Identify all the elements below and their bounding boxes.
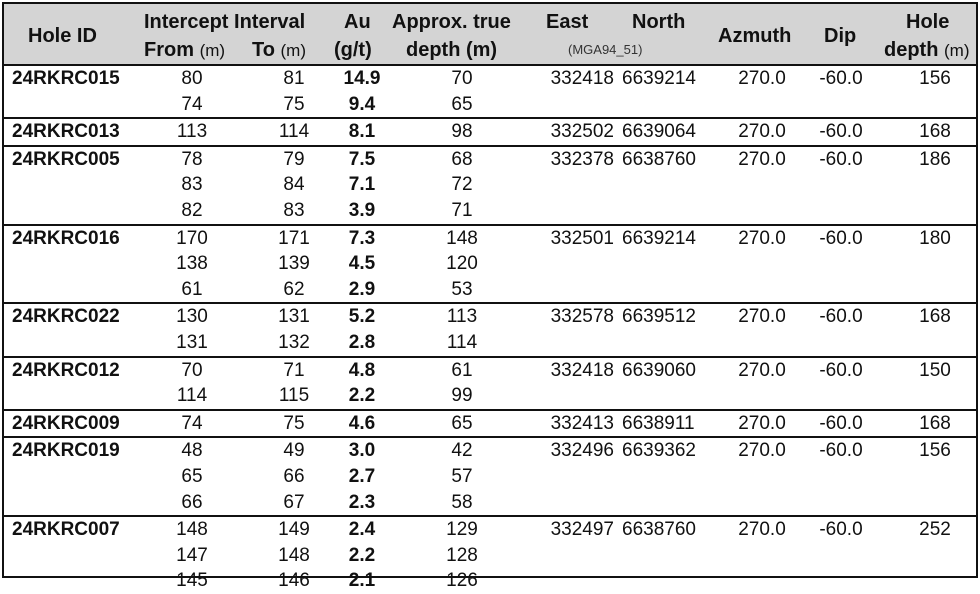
au-grade-cell: 4.5: [348, 253, 376, 275]
hole-id-cell: 24RKRC015: [12, 68, 120, 89]
east-cell: 332501: [550, 227, 614, 249]
header-intercept-interval: Intercept Interval: [144, 11, 306, 33]
hole-depth-cell: 186: [919, 148, 951, 170]
table-row: [4, 251, 976, 277]
au-grade-cell: 2.2: [348, 544, 376, 566]
east-cell: 332418: [550, 359, 614, 381]
table-row: [4, 330, 976, 356]
table-row: [4, 358, 976, 384]
table-row: [4, 304, 976, 330]
true-depth-cell: 58: [451, 491, 473, 513]
au-grade-cell: 5.2: [348, 306, 376, 328]
east-cell: 332497: [550, 519, 614, 541]
true-depth-cell: 114: [446, 331, 478, 353]
au-grade-cell: 14.9: [343, 68, 381, 89]
au-grade-cell: 2.7: [348, 465, 376, 487]
table-row: [4, 172, 976, 198]
true-depth-cell: 129: [446, 519, 478, 541]
header-grid-ref: (MGA94_51): [568, 42, 643, 57]
to-cell: 75: [283, 93, 305, 115]
header-hole-depth: depth (m): [884, 39, 970, 61]
hole-group: [4, 304, 976, 357]
hole-group: [4, 147, 976, 226]
table-row: [4, 568, 976, 594]
true-depth-cell: 71: [451, 199, 473, 221]
header-to: To (m): [252, 39, 306, 61]
au-grade-cell: 2.4: [348, 519, 376, 541]
dip-cell: -60.0: [819, 148, 863, 170]
dip-cell: -60.0: [819, 519, 863, 541]
table-row: [4, 92, 976, 118]
to-cell: 83: [283, 199, 305, 221]
hole-group: [4, 66, 976, 119]
north-cell: 6638911: [622, 412, 695, 434]
au-grade-cell: 7.1: [348, 174, 376, 196]
from-cell: 82: [181, 199, 203, 221]
au-grade-cell: 4.8: [348, 359, 376, 381]
table-row: [4, 490, 976, 516]
hole-group: [4, 438, 976, 517]
table-row: [4, 198, 976, 224]
true-depth-cell: 70: [451, 68, 473, 89]
header-north: North: [632, 11, 686, 33]
from-cell: 65: [181, 465, 203, 487]
to-cell: 81: [283, 68, 305, 89]
header-from: From (m): [144, 39, 226, 61]
hole-depth-cell: 156: [919, 68, 951, 89]
dip-cell: -60.0: [819, 412, 863, 434]
table-row: [4, 66, 976, 92]
north-cell: 6639512: [622, 306, 696, 328]
north-cell: 6638760: [622, 148, 696, 170]
true-depth-cell: 68: [451, 148, 473, 170]
to-cell: 148: [278, 544, 310, 566]
au-grade-cell: 9.4: [348, 93, 376, 115]
au-grade-cell: 3.0: [348, 440, 376, 462]
to-cell: 132: [278, 331, 310, 353]
true-depth-cell: 128: [446, 544, 478, 566]
header-dip: Dip: [824, 25, 857, 47]
dip-cell: -60.0: [819, 121, 863, 143]
east-cell: 332378: [550, 148, 614, 170]
table-row: [4, 119, 976, 145]
hole-id-cell: 24RKRC016: [12, 227, 120, 249]
au-grade-cell: 2.1: [348, 570, 376, 592]
header-east: East: [546, 11, 589, 33]
header-azimuth: Azmuth: [718, 25, 792, 47]
au-grade-cell: 2.2: [348, 385, 376, 407]
azimuth-cell: 270.0: [738, 306, 786, 328]
true-depth-cell: 148: [446, 227, 478, 249]
table-row: [4, 517, 976, 543]
east-cell: 332496: [550, 440, 614, 462]
table-row: [4, 543, 976, 569]
table-body: [4, 66, 976, 594]
table-row: [4, 383, 976, 409]
au-grade-cell: 2.9: [348, 278, 376, 300]
azimuth-cell: 270.0: [738, 68, 786, 89]
true-depth-cell: 57: [451, 465, 473, 487]
hole-id-cell: 24RKRC022: [12, 306, 120, 328]
true-depth-cell: 72: [451, 174, 473, 196]
from-cell: 74: [181, 93, 203, 115]
to-cell: 71: [283, 359, 305, 381]
dip-cell: -60.0: [819, 359, 863, 381]
au-grade-cell: 3.9: [348, 199, 376, 221]
from-cell: 80: [181, 68, 203, 89]
hole-id-cell: 24RKRC013: [12, 121, 120, 143]
from-cell: 170: [176, 227, 208, 249]
drill-results-table: [2, 2, 978, 592]
hole-depth-cell: 150: [919, 359, 951, 381]
azimuth-cell: 270.0: [738, 227, 786, 249]
table-row: [4, 277, 976, 303]
au-grade-cell: 4.6: [348, 412, 376, 434]
from-cell: 130: [176, 306, 208, 328]
table-row: [4, 226, 976, 252]
to-cell: 149: [278, 519, 310, 541]
hole-depth-cell: 252: [919, 519, 951, 541]
east-cell: 332502: [550, 121, 614, 143]
au-grade-cell: 2.3: [348, 491, 376, 513]
from-cell: 147: [176, 544, 208, 566]
table-row: [4, 464, 976, 490]
true-depth-cell: 120: [446, 253, 478, 275]
hole-depth-cell: 168: [919, 121, 951, 143]
from-cell: 114: [176, 385, 208, 407]
from-cell: 78: [181, 148, 203, 170]
from-cell: 74: [181, 412, 203, 434]
east-cell: 332418: [550, 68, 614, 89]
header-depth: depth (m): [406, 39, 498, 61]
hole-id-cell: 24RKRC005: [12, 148, 120, 170]
true-depth-cell: 61: [451, 359, 473, 381]
from-cell: 70: [181, 359, 203, 381]
from-cell: 145: [176, 570, 208, 592]
to-cell: 131: [278, 306, 310, 328]
true-depth-cell: 65: [451, 93, 473, 115]
north-cell: 6639214: [622, 227, 696, 249]
header-approx-true: Approx. true: [392, 11, 511, 33]
hole-depth-cell: 180: [919, 227, 951, 249]
from-cell: 148: [176, 519, 208, 541]
north-cell: 6639064: [622, 121, 696, 143]
true-depth-cell: 65: [451, 412, 473, 434]
header-au-unit: (g/t): [334, 39, 372, 61]
north-cell: 6639214: [622, 68, 696, 89]
hole-id-cell: 24RKRC019: [12, 440, 120, 462]
to-cell: 49: [283, 440, 305, 462]
north-cell: 6638760: [622, 519, 696, 541]
azimuth-cell: 270.0: [738, 359, 786, 381]
hole-group: [4, 517, 976, 594]
from-cell: 48: [181, 440, 203, 462]
hole-group: [4, 358, 976, 411]
hole-depth-cell: 168: [919, 306, 951, 328]
table-header: [4, 4, 976, 66]
true-depth-cell: 42: [451, 440, 473, 462]
au-grade-cell: 7.5: [348, 148, 376, 170]
table-row: [4, 147, 976, 173]
east-cell: 332578: [550, 306, 614, 328]
east-cell: 332413: [550, 412, 614, 434]
to-cell: 171: [278, 227, 310, 249]
header-hole-id: Hole ID: [28, 25, 97, 47]
true-depth-cell: 126: [446, 570, 478, 592]
azimuth-cell: 270.0: [738, 519, 786, 541]
to-cell: 75: [283, 412, 305, 434]
hole-id-cell: 24RKRC012: [12, 359, 120, 381]
to-cell: 84: [283, 174, 305, 196]
hole-id-cell: 24RKRC009: [12, 412, 120, 434]
true-depth-cell: 99: [451, 385, 473, 407]
au-grade-cell: 7.3: [348, 227, 376, 249]
to-cell: 62: [283, 278, 305, 300]
hole-depth-cell: 168: [919, 412, 951, 434]
from-cell: 61: [181, 278, 203, 300]
dip-cell: -60.0: [819, 306, 863, 328]
table-row: [4, 411, 976, 437]
from-cell: 66: [181, 491, 203, 513]
azimuth-cell: 270.0: [738, 148, 786, 170]
hole-depth-cell: 156: [919, 440, 951, 462]
to-cell: 114: [278, 121, 310, 143]
hole-group: [4, 411, 976, 439]
hole-id-cell: 24RKRC007: [12, 519, 120, 541]
to-cell: 79: [283, 148, 305, 170]
hole-group: [4, 226, 976, 305]
north-cell: 6639362: [622, 440, 696, 462]
azimuth-cell: 270.0: [738, 440, 786, 462]
to-cell: 66: [283, 465, 305, 487]
header-au: Au: [344, 11, 371, 33]
hole-group: [4, 119, 976, 147]
north-cell: 6639060: [622, 359, 696, 381]
from-cell: 113: [176, 121, 208, 143]
true-depth-cell: 113: [446, 306, 478, 328]
au-grade-cell: 8.1: [348, 121, 376, 143]
to-cell: 67: [283, 491, 305, 513]
to-cell: 115: [278, 385, 310, 407]
azimuth-cell: 270.0: [738, 121, 786, 143]
header-hole: Hole: [906, 11, 950, 33]
true-depth-cell: 98: [451, 121, 473, 143]
azimuth-cell: 270.0: [738, 412, 786, 434]
table-row: [4, 438, 976, 464]
from-cell: 83: [181, 174, 203, 196]
from-cell: 131: [176, 331, 208, 353]
dip-cell: -60.0: [819, 68, 863, 89]
true-depth-cell: 53: [451, 278, 473, 300]
au-grade-cell: 2.8: [348, 331, 376, 353]
to-cell: 146: [278, 570, 310, 592]
to-cell: 139: [278, 253, 310, 275]
dip-cell: -60.0: [819, 227, 863, 249]
dip-cell: -60.0: [819, 440, 863, 462]
from-cell: 138: [176, 253, 208, 275]
